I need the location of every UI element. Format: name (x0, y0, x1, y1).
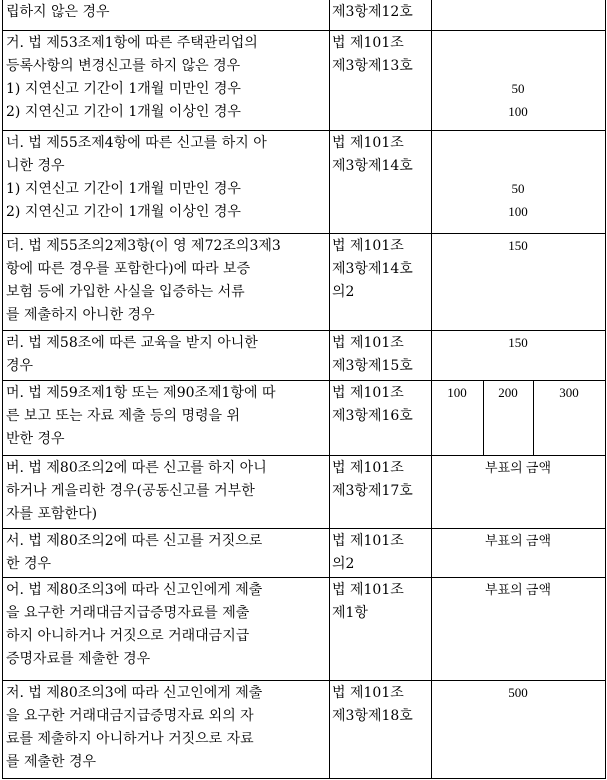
row-divider (2, 528, 606, 529)
description-text: 거. 법 제53조제1항에 따른 주택관리업의 (6, 35, 258, 51)
law-reference: 제3항제17호 (332, 483, 413, 499)
description-text: 자를 포함한다) (6, 506, 98, 522)
law-reference: 의2 (332, 556, 355, 572)
penalty-amount-tier: 300 (559, 385, 579, 400)
law-reference: 법 제101조 (332, 385, 404, 401)
description-text: 항에 따른 경우를 포함한다)에 따라 보증 (6, 261, 251, 277)
law-reference: 법 제101조 (332, 533, 404, 549)
law-reference: 제3항제18호 (332, 708, 413, 724)
law-reference: 제3항제14호 (332, 158, 413, 174)
description-text: 경우 (6, 358, 34, 374)
row-divider (2, 330, 606, 331)
penalty-amount-tier: 200 (498, 385, 518, 400)
description-text: 버. 법 제80조의2에 따른 신고를 하지 아니 (6, 460, 267, 476)
description-text: 러. 법 제58조에 따른 교육을 받지 아니한 (6, 335, 258, 351)
description-text: 저. 법 제80조의3에 따라 신고인에게 제출 (6, 685, 263, 701)
law-reference: 제3항제14호 (332, 261, 413, 277)
description-text: 하거나 게을리한 경우(공동신고를 거부한 (6, 483, 255, 499)
penalty-amount: 부표의 금액 (484, 582, 552, 597)
description-text: 니한 경우 (6, 158, 65, 174)
description-text: 반한 경우 (6, 431, 65, 447)
description-text: 를 제출하지 아니한 경우 (6, 307, 155, 323)
penalty-amount: 50 (511, 81, 525, 96)
row-divider (2, 30, 606, 31)
law-reference: 법 제101조 (332, 460, 404, 476)
law-reference: 제1항 (332, 605, 368, 621)
description-text: 한 경우 (6, 556, 52, 572)
description-text: 른 보고 또는 자료 제출 등의 명령을 위 (6, 408, 241, 424)
penalty-amount-tier: 100 (447, 385, 467, 400)
description-text: 1) 지연신고 기간이 1개월 미만인 경우 (6, 81, 241, 97)
description-text: 을 요구한 거래대금지급증명자료 외의 자 (6, 708, 254, 724)
law-reference: 법 제101조 (332, 35, 404, 51)
description-text: 보험 등에 가입한 사실을 입증하는 서류 (6, 284, 245, 300)
description-text: 머. 법 제59조제1항 또는 제90조제1항에 따 (6, 385, 276, 401)
penalty-amount: 100 (508, 204, 528, 219)
penalty-amount: 150 (508, 238, 528, 253)
description-text: 1) 지연신고 기간이 1개월 미만인 경우 (6, 181, 241, 197)
law-reference: 제3항제12호 (332, 4, 413, 20)
column-divider (329, 0, 330, 779)
penalty-amount: 100 (508, 104, 528, 119)
description-text: 을 요구한 거래대금지급증명자료를 제출 (6, 605, 250, 621)
description-text: 등록사항의 변경신고를 하지 않은 경우 (6, 58, 241, 74)
law-reference: 제3항제15호 (332, 358, 413, 374)
penalty-amount: 부표의 금액 (484, 533, 552, 548)
row-divider (2, 233, 606, 234)
description-text: 2) 지연신고 기간이 1개월 이상인 경우 (6, 204, 241, 220)
row-divider (2, 380, 606, 381)
law-reference: 법 제101조 (332, 238, 404, 254)
description-text: 서. 법 제80조의2에 따른 신고를 거짓으로 (6, 533, 263, 549)
row-divider (2, 455, 606, 456)
penalty-amount: 부표의 금액 (484, 460, 552, 475)
description-text: 증명자료를 제출한 경우 (6, 651, 151, 667)
description-text: 립하지 않은 경우 (6, 4, 110, 20)
penalty-amount: 500 (508, 685, 528, 700)
penalty-amount: 50 (511, 181, 525, 196)
law-reference: 제3항제13호 (332, 58, 413, 74)
law-reference: 제3항제16호 (332, 408, 413, 424)
row-divider (2, 680, 606, 681)
description-text: 2) 지연신고 기간이 1개월 이상인 경우 (6, 104, 241, 120)
description-text: 료를 제출하지 아니하거나 거짓으로 자료 (6, 731, 254, 747)
penalty-amount: 150 (508, 335, 528, 350)
description-text: 너. 법 제55조제4항에 따른 신고를 하지 아 (6, 135, 267, 151)
description-text: 어. 법 제80조의3에 따라 신고인에게 제출 (6, 582, 263, 598)
row-divider (2, 130, 606, 131)
law-reference: 법 제101조 (332, 582, 404, 598)
law-reference: 법 제101조 (332, 135, 404, 151)
row-divider (2, 577, 606, 578)
law-reference: 의2 (332, 284, 355, 300)
column-divider (2, 0, 3, 779)
description-text: 를 제출한 경우 (6, 754, 97, 770)
column-divider (605, 0, 606, 779)
row-divider (2, 778, 606, 779)
description-text: 하지 아니하거나 거짓으로 거래대금지급 (6, 628, 250, 644)
law-reference: 법 제101조 (332, 685, 404, 701)
law-reference: 법 제101조 (332, 335, 404, 351)
description-text: 더. 법 제55조의2제3항(이 영 제72조의3제3 (6, 238, 281, 254)
